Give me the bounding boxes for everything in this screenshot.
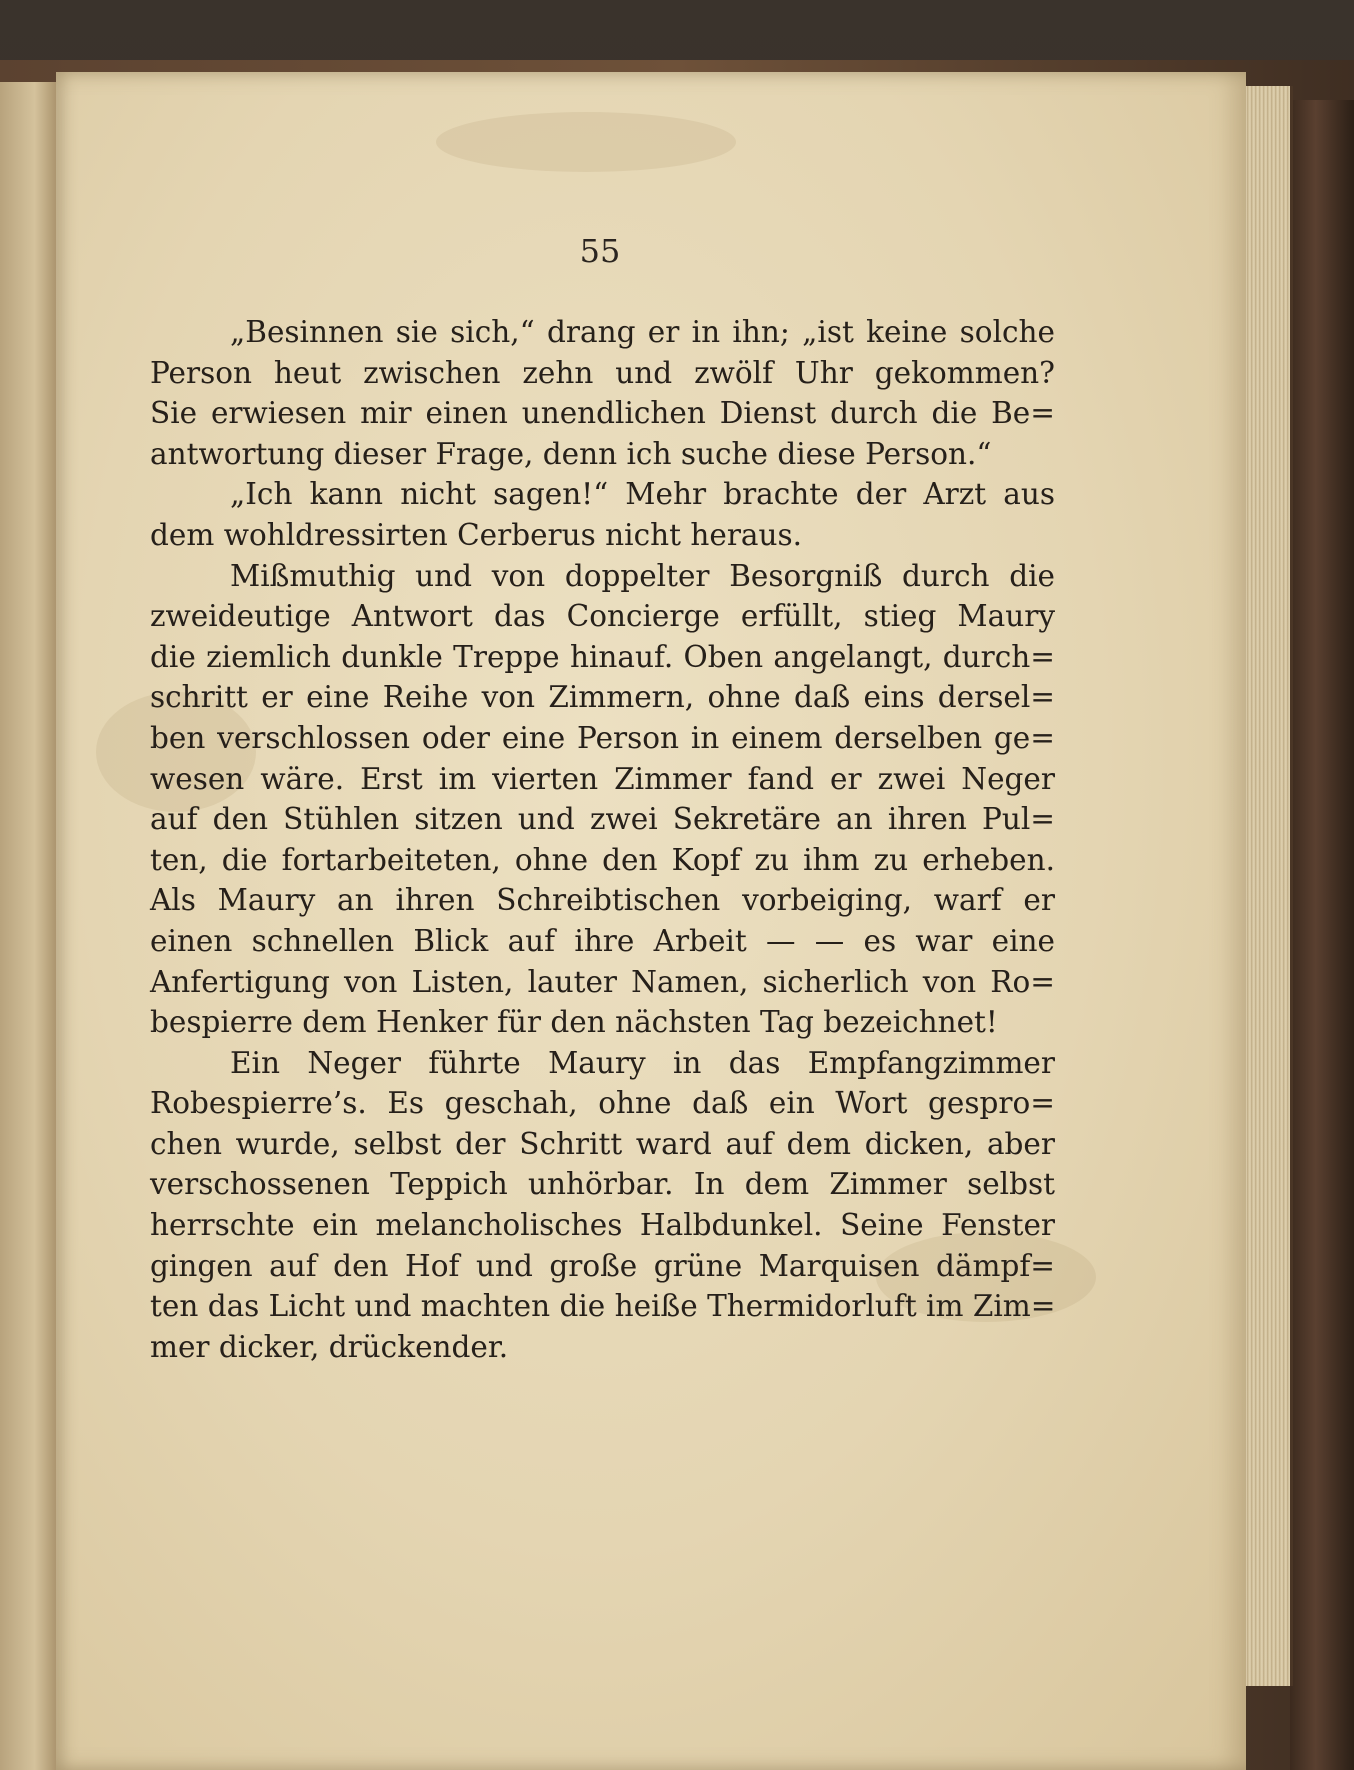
text-line: ten, die fortarbeiteten, ohne den Kopf zu ihm zu erheben. [150, 842, 1055, 877]
text-line: herrschte ein melancholisches Halbdunkel. Seine Fenster [150, 1208, 1055, 1243]
text-line: Person heut zwischen zehn und zwölf Uhr gekommen? [150, 355, 1055, 390]
text-line: gingen auf den Hof und große grüne Marquisen dämpf= [150, 1248, 1055, 1283]
text-line: Ein Neger führte Maury in das Empfangzimmer [230, 1045, 1055, 1080]
text-line: zweideutige Antwort das Concierge erfüllt, stieg Maury [150, 599, 1055, 634]
text-line: Als Maury an ihren Schreibtischen vorbeiging, warf er [150, 883, 1055, 918]
text-line: Robespierre’s. Es geschah, ohne daß ein Wort gespro= [150, 1086, 1055, 1121]
text-line: ten das Licht und machten die heiße Thermidorluft im Zim= [150, 1289, 1056, 1324]
page-stack-edges [1240, 86, 1293, 1686]
text-line: Anfertigung von Listen, lauter Namen, sicherlich von Ro= [150, 964, 1055, 999]
paper-stain [436, 112, 736, 172]
text-line: dem wohldressirten Cerberus nicht heraus. [150, 517, 803, 552]
text-line: mer dicker, drückender. [150, 1329, 509, 1364]
text-line: schritt er eine Reihe von Zimmern, ohne daß eins dersel= [150, 680, 1055, 715]
page-number: 55 [579, 232, 621, 270]
body-text [150, 312, 1055, 1367]
text-line: die ziemlich dunkle Treppe hinauf. Oben angelangt, durch= [150, 639, 1055, 674]
text-line: „Besinnen sie sich,“ drang er in ihn; „ist keine solche [230, 315, 1055, 349]
text-line: „Ich kann nicht sagen!“ Mehr brachte der Arzt aus [230, 477, 1055, 512]
text-line: wesen wäre. Erst im vierten Zimmer fand er zwei Neger [150, 761, 1055, 796]
text-line: bespierre dem Henker für den nächsten Tag bezeichnet! [150, 1005, 998, 1040]
left-page-edge [0, 82, 60, 1770]
text-line: ben verschlossen oder eine Person in einem derselben ge= [150, 720, 1055, 755]
text-line: verschossenen Teppich unhörbar. In dem Zimmer selbst [150, 1167, 1055, 1202]
text-line: Mißmuthig und von doppelter Besorgniß durch die [230, 558, 1055, 593]
text-line: einen schnellen Blick auf ihre Arbeit — — es war eine [150, 923, 1055, 958]
text-line: auf den Stühlen sitzen und zwei Sekretäre an ihren Pul= [150, 802, 1055, 837]
text-line: chen wurde, selbst der Schritt ward auf dem dicken, aber [150, 1126, 1055, 1161]
text-line: antwortung dieser Frage, denn ich suche diese Person.“ [150, 436, 992, 471]
text-line: Sie erwiesen mir einen unendlichen Dienst durch die Be= [150, 396, 1055, 431]
book-spine [1290, 100, 1354, 1770]
